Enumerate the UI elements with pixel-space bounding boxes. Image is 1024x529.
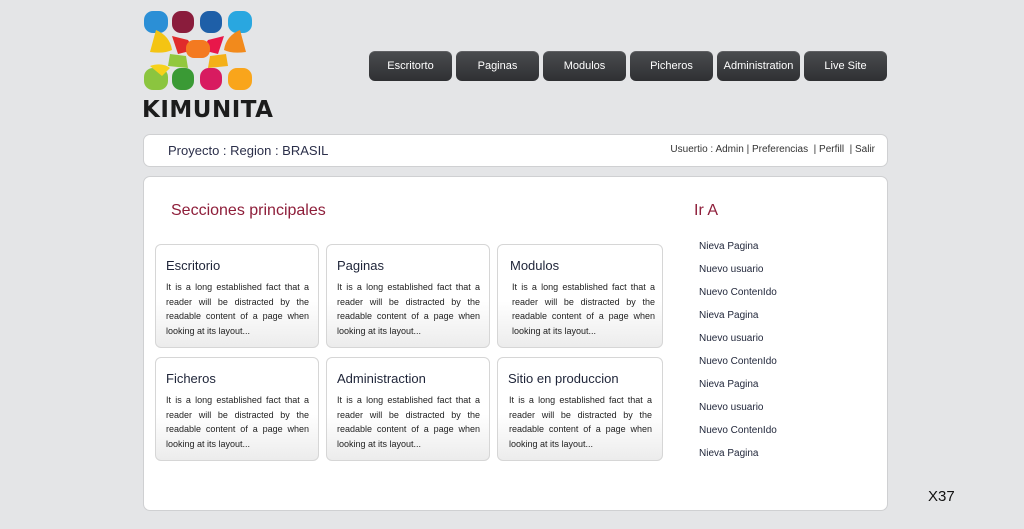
quick-link-nuevo-contenido[interactable]: Nuevo ContenIdo: [699, 356, 777, 367]
project-label: Proyecto : Region : BRASIL: [168, 143, 329, 158]
user-label: Usuertio : Admin: [670, 144, 744, 155]
separator: |: [808, 144, 820, 155]
card-title: Ficheros: [166, 371, 216, 386]
logo-mark-icon: [142, 10, 254, 94]
card-description: It is a long established fact that a reader will be distracted by the readable content of a page when looking at its layout...: [509, 395, 652, 449]
logout-link[interactable]: Salir: [854, 144, 875, 155]
quick-link-nueva-pagina[interactable]: Nieva Pagina: [699, 310, 759, 321]
section-card-administraction[interactable]: [326, 357, 490, 461]
section-card-modulos[interactable]: [497, 244, 663, 348]
quick-link-nuevo-contenido[interactable]: Nuevo ContenIdo: [699, 287, 777, 298]
nav-administration-button[interactable]: Administration: [717, 51, 800, 81]
card-title: Paginas: [337, 258, 384, 273]
card-description: It is a long established fact that a reader will be distracted by the readable content of a page when looking at its layout...: [166, 282, 309, 336]
quick-link-nueva-pagina[interactable]: Nieva Pagina: [699, 241, 759, 252]
card-description: It is a long established fact that a reader will be distracted by the readable content of a page when looking at its layout...: [512, 282, 655, 336]
quick-link-nuevo-usuario[interactable]: Nuevo usuario: [699, 333, 764, 344]
card-title: Escritorio: [166, 258, 221, 273]
nav-ficheros-button[interactable]: Picheros: [630, 51, 713, 81]
section-card-paginas[interactable]: [326, 244, 490, 348]
project-bar: [143, 134, 888, 167]
quick-link-nuevo-contenido[interactable]: Nuevo ContenIdo: [699, 425, 777, 436]
nav-escritorio-button[interactable]: Escritorto: [369, 51, 452, 81]
section-card-sitio-en-produccion[interactable]: [497, 357, 663, 461]
card-description: It is a long established fact that a reader will be distracted by the readable content of a page when looking at its layout...: [337, 282, 480, 336]
sections-title: Secciones principales: [171, 202, 326, 219]
main-nav: [369, 51, 887, 81]
section-card-ficheros[interactable]: [155, 357, 319, 461]
user-links: [670, 144, 875, 155]
quick-link-nuevo-usuario[interactable]: Nuevo usuario: [699, 402, 764, 413]
card-description: It is a long established fact that a reader will be distracted by the readable content of a page when looking at its layout...: [166, 395, 309, 449]
nav-paginas-button[interactable]: Paginas: [456, 51, 539, 81]
card-title: Administraction: [337, 371, 426, 386]
nav-modulos-button[interactable]: Modulos: [543, 51, 626, 81]
preferences-link[interactable]: Preferencias: [751, 144, 809, 155]
logo-text: KIMUNITA: [142, 97, 274, 123]
corner-label: X37: [928, 488, 955, 505]
nav-live-site-button[interactable]: Live Site: [804, 51, 887, 81]
card-title: Sitio en produccion: [508, 371, 619, 386]
kimunita-logo[interactable]: [142, 10, 274, 123]
main-panel: [143, 176, 888, 511]
goto-title: Ir A: [694, 202, 719, 219]
separator: |: [844, 144, 855, 155]
quick-link-nuevo-usuario[interactable]: Nuevo usuario: [699, 264, 764, 275]
profile-link[interactable]: Perfill: [819, 144, 845, 155]
card-title: Modulos: [510, 258, 560, 273]
card-description: It is a long established fact that a reader will be distracted by the readable content of a page when looking at its layout...: [337, 395, 480, 449]
quick-link-nueva-pagina[interactable]: Nieva Pagina: [699, 448, 759, 459]
quick-links: [699, 241, 777, 471]
quick-link-nueva-pagina[interactable]: Nieva Pagina: [699, 379, 759, 390]
section-card-escritorio[interactable]: [155, 244, 319, 348]
separator: |: [743, 144, 752, 155]
